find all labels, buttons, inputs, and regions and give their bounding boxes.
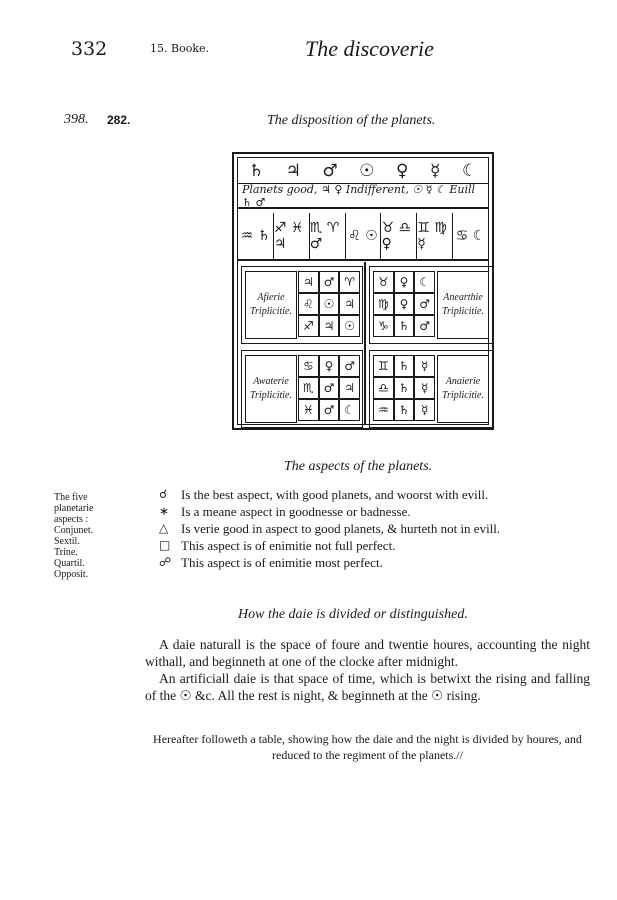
fiery-triplicity-quadrant [241, 266, 363, 344]
triplicity-grid [298, 355, 360, 421]
triplicity-grid [373, 355, 435, 421]
triplicity-label: Anaierie Triplicitie. [437, 355, 489, 423]
grid-symbol: ♂ [319, 377, 340, 399]
grid-symbol: ♀ [319, 355, 340, 377]
margin-note-line: Conjunet. [54, 525, 94, 536]
grid-symbol: ♎ [373, 377, 394, 399]
triplicity-grid [298, 271, 360, 337]
sign-cell: ♊ ♍ ☿ [417, 213, 453, 259]
grid-symbol: ♄ [394, 377, 415, 399]
grid-symbol: ♓ [298, 399, 319, 421]
aspect-text: Is the best aspect, with good planets, and woorst with evill. [181, 487, 489, 502]
section-heading: How the daie is divided or distinguished. [238, 607, 468, 622]
grid-symbol: ☾ [414, 271, 435, 293]
closing-note: Hereafter followeth a table, showing how the daie and the night is divided by houres, and reduced to the regiment of the planets.// [153, 732, 582, 762]
figure-caption: The disposition of the planets. [267, 113, 436, 128]
margin-note-line: Quartil. [54, 558, 85, 569]
grid-symbol: ♂ [319, 399, 340, 421]
grid-symbol: ♂ [414, 315, 435, 337]
mercury-icon: ☿ [429, 160, 441, 181]
grid-symbol: ☿ [414, 399, 435, 421]
triplicity-label: Afierie Triplicitie. [245, 271, 297, 339]
triplicity-label: Awaterie Triplicitie. [245, 355, 297, 423]
earthy-triplicity-quadrant [369, 266, 493, 344]
aspect-row [159, 503, 500, 520]
paragraph-artificial-day: An artificiall daie is that space of time, which is betwixt the rising and falling of the ☉ &c. All the rest is night, & beginneth at the ☉ rising. [145, 671, 590, 703]
saturn-icon: ♄ [248, 160, 265, 181]
aspect-row [159, 554, 500, 571]
venus-icon: ♀ [395, 160, 409, 181]
aspect-row [159, 520, 500, 537]
watery-triplicity-quadrant [241, 350, 363, 428]
running-head-book: 15. Booke. [150, 42, 209, 55]
grid-symbol: ♀ [394, 271, 415, 293]
figure-frame [237, 157, 489, 425]
aspect-row [159, 537, 500, 554]
margin-note-line: planetarie [54, 503, 94, 514]
aspects-margin-note [54, 492, 93, 580]
grid-symbol: ♂ [414, 293, 435, 315]
grid-symbol: ♈ [339, 271, 360, 293]
sextile-icon: ∗ [159, 504, 170, 518]
grid-symbol: ☿ [414, 377, 435, 399]
margin-note-line: Trine. [54, 547, 78, 558]
grid-symbol: ♉ [373, 271, 394, 293]
margin-ref-right: 282. [107, 113, 131, 127]
grid-symbol: ♄ [394, 399, 415, 421]
grid-symbol: ♍ [373, 293, 394, 315]
grid-symbol: ♃ [339, 377, 360, 399]
sign-cell: ♉ ♎ ♀ [381, 213, 417, 259]
planet-disposition-woodcut [232, 152, 494, 430]
grid-symbol: ♀ [394, 293, 415, 315]
margin-note-line: Sextil. [54, 536, 80, 547]
sign-cell: ♋ ☾ [455, 228, 486, 244]
grid-symbol: ♒ [373, 399, 394, 421]
aspect-text: This aspect is of enimitie not full perfect. [181, 538, 396, 553]
planets-quality-line: Planets good, ♃ ♀ Indifferent, ☉ ☿ ☾ Euill ♄ ♂ [238, 185, 488, 209]
grid-symbol: ♃ [339, 293, 360, 315]
margin-note-line: Opposit. [54, 569, 89, 580]
grid-symbol: ♋ [298, 355, 319, 377]
grid-symbol: ☾ [339, 399, 360, 421]
jupiter-icon: ♃ [285, 160, 301, 181]
triplicity-grid [373, 271, 435, 337]
margin-note-line: The five [54, 492, 88, 503]
grid-symbol: ♄ [394, 355, 415, 377]
triplicity-label: Anearthie Triplicitie. [437, 271, 489, 339]
grid-symbol: ☉ [319, 293, 340, 315]
grid-symbol: ♑ [373, 315, 394, 337]
conjunction-icon: ☌ [159, 487, 168, 501]
grid-symbol: ♂ [339, 355, 360, 377]
square-icon: □ [159, 538, 171, 552]
grid-symbol: ♊ [373, 355, 394, 377]
grid-symbol: ♐ [298, 315, 319, 337]
aspect-text: Is a meane aspect in goodnesse or badnesse. [181, 504, 411, 519]
grid-symbol: ♏ [298, 377, 319, 399]
sign-cell: ♏ ♈ ♂ [310, 213, 346, 259]
aspects-caption: The aspects of the planets. [284, 459, 433, 474]
sun-icon: ☉ [359, 160, 375, 181]
grid-symbol: ♌ [298, 293, 319, 315]
aspect-row [159, 486, 500, 503]
grid-symbol: ♃ [319, 315, 340, 337]
sign-ruler-row [238, 213, 488, 261]
aspects-list [159, 486, 500, 571]
sign-cell: ♐ ♓ ♃ [274, 213, 310, 259]
margin-ref-left: 398. [64, 112, 89, 127]
grid-symbol: ☿ [414, 355, 435, 377]
grid-symbol: ♄ [394, 315, 415, 337]
grid-symbol: ♃ [298, 271, 319, 293]
paragraph-natural-day: A daie naturall is the space of foure and twentie houres, accounting the night withall, and beginneth at one of the clocke after midnight. [145, 637, 590, 669]
grid-symbol: ♂ [319, 271, 340, 293]
page-number: 332 [71, 38, 108, 60]
moon-icon: ☾ [461, 160, 478, 181]
mars-icon: ♂ [322, 160, 338, 181]
aspect-text: Is verie good in aspect to good planets, & hurteth not in evill. [181, 521, 501, 536]
opposition-icon: ☍ [159, 555, 172, 569]
sign-cell: ♒ ♄ [238, 213, 274, 259]
sign-cell: ♌ ☉ [346, 213, 382, 259]
running-head-title: The discoverie [305, 36, 434, 61]
planet-symbol-row [238, 158, 488, 184]
margin-note-line: aspects : [54, 514, 89, 525]
trine-icon: △ [159, 521, 169, 535]
airy-triplicity-quadrant [369, 350, 493, 428]
aspect-text: This aspect is of enimitie most perfect. [181, 555, 383, 570]
figure-divider [364, 262, 366, 424]
grid-symbol: ☉ [339, 315, 360, 337]
